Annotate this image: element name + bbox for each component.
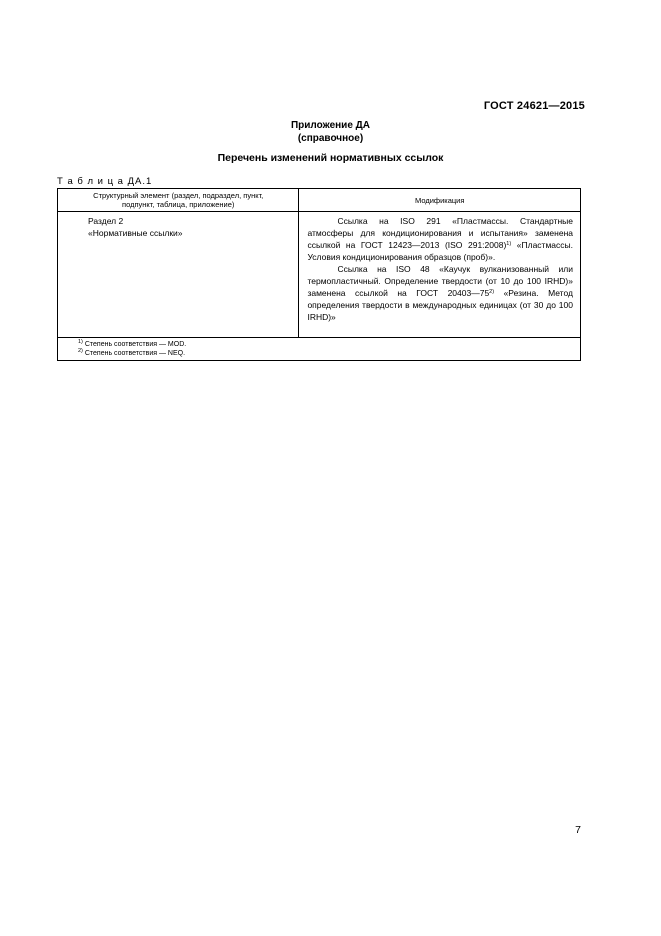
column-header-modification: Модификация (299, 189, 581, 212)
table-footnotes-row (58, 338, 581, 361)
column-header-element-text: Структурный элемент (раздел, подраздел, пункт, подпункт, таблица, приложение) (93, 191, 264, 209)
modification-cell (299, 212, 581, 338)
table-caption: Т а б л и ц а ДА.1 (57, 176, 153, 187)
footnote-2 (78, 349, 580, 358)
footnote-mark: 2) (78, 348, 83, 354)
footnote-text: Степень соответствия — NEQ. (82, 350, 186, 357)
appendix-status: (справочное) (297, 133, 364, 144)
modification-text: Ссылка на ISO 48 «Каучук вулканизованный или термопластичный. Определение твердости (от 10 до 100 IRHD)» заменена ссылкой на ГОСТ 20403—75 (307, 264, 573, 298)
footnote-ref: 1) (506, 241, 512, 247)
structural-element-cell (58, 212, 299, 338)
standard-number: ГОСТ 24621—2015 (483, 100, 585, 112)
modification-paragraph-1 (307, 215, 573, 263)
table-footnotes (58, 338, 581, 361)
modification-text: «Пластмассы. Условия кондиционирования образцов (проб)». (307, 240, 573, 262)
appendix-heading (0, 119, 661, 145)
references-table (57, 188, 581, 361)
section-label: Раздел 2 (88, 216, 124, 226)
page-number: 7 (575, 824, 581, 836)
document-title: Перечень изменений нормативных ссылок (217, 152, 444, 164)
footnote-ref: 2) (489, 289, 495, 295)
table-row (58, 212, 581, 338)
section-name: «Нормативные ссылки» (88, 228, 183, 238)
table-header-row (58, 189, 581, 212)
modification-paragraph-2 (307, 263, 573, 323)
footnote-mark: 1) (78, 339, 83, 345)
footnote-text: Степень соответствия — MOD. (82, 341, 187, 348)
footnote-1 (78, 340, 580, 349)
modification-text: «Резина. Метод определения твердости в международных единицах (от 30 до 100 IRHD)» (307, 288, 573, 322)
column-header-element (58, 189, 299, 212)
modification-text: Ссылка на ISO 291 «Пластмассы. Стандартные атмосферы для кондиционирования и испытания» заменена ссылкой на ГОСТ 12423—2013 (ISO 291:2008) (307, 216, 573, 250)
appendix-title: Приложение ДА (290, 120, 371, 131)
